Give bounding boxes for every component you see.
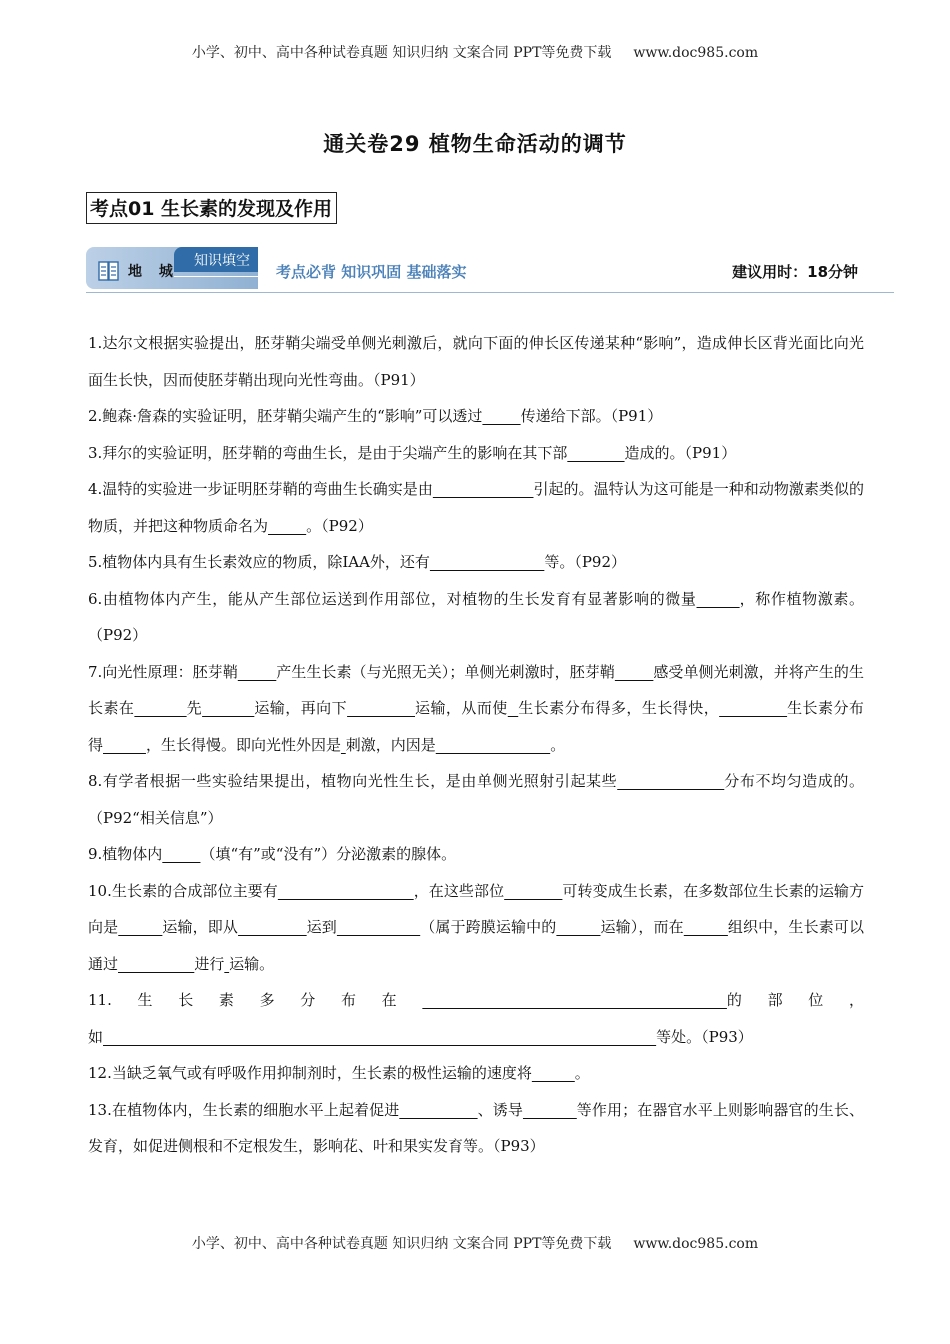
fill-in-blank[interactable]	[238, 663, 277, 681]
header-text: 小学、初中、高中各种试卷真题 知识归纳 文案合同 PPT等免费下载	[191, 45, 612, 61]
banner-tag-underline	[174, 276, 258, 277]
fill-in-blank[interactable]	[103, 1028, 656, 1046]
fill-in-blank[interactable]	[268, 517, 306, 535]
fill-in-blank[interactable]	[430, 553, 544, 571]
question-10: 10.生长素的合成部位主要有 ，在这些部位 可转变成生长素，在多数部位生长素的运输方向是 运输，即从 运到 （属于跨膜运输中的 运输），而在 组织中，生长素可以通过 进行 运输。	[88, 881, 864, 973]
suggested-time: 建议用时：18分钟	[732, 263, 858, 281]
question-3: 3.拜尔的实验证明，胚芽鞘的弯曲生长，是由于尖端产生的影响在其下部 造成的。（P91）	[88, 443, 737, 462]
page-header	[0, 42, 950, 62]
fill-in-blank[interactable]	[508, 699, 518, 717]
knowledge-banner	[86, 247, 896, 295]
fill-in-blank[interactable]	[482, 407, 520, 425]
footer-text: 小学、初中、高中各种试卷真题 知识归纳 文案合同 PPT等免费下载	[191, 1236, 612, 1252]
book-icon	[98, 260, 120, 282]
question-7: 7.向光性原理：胚芽鞘 产生生长素（与光照无关）；单侧光刺激时，胚芽鞘 感受单侧光刺激，并将产生的生长素在 先 运输，再向下 运输，从而使 生长素分布得多，生长得快， 生长素分布得 ，生长得慢。即向光性外因是 刺激，内因是 。	[88, 662, 864, 754]
fill-in-blank[interactable]	[202, 699, 254, 717]
fill-in-blank[interactable]	[347, 699, 415, 717]
fill-in-blank[interactable]	[162, 845, 200, 863]
question-12: 12.当缺乏氧气或有呼吸作用抑制剂时，生长素的极性运输的速度将 。	[88, 1064, 590, 1082]
question-13: 13.在植物体内，生长素的细胞水平上起着促进 、诱导 等作用；在器官水平上则影响器官的生长、发育，如促进侧根和不定根发生，影响花、叶和果实发育等。（P93）	[88, 1100, 864, 1155]
banner-divider	[86, 292, 894, 293]
banner-tag	[86, 247, 258, 289]
fill-in-blank[interactable]	[224, 955, 229, 973]
banner-tag-label: 知识填空	[194, 253, 250, 269]
question-6: 6.由植物体内产生，能从产生部位运送到作用部位，对植物的生长发育有显著影响的微量 ，称作植物激素。（P92）	[88, 589, 864, 644]
question-9: 9.植物体内 （填“有”或“没有”）分泌激素的腺体。	[88, 845, 457, 863]
fill-in-blank[interactable]	[615, 663, 654, 681]
fill-in-blank[interactable]	[523, 1101, 577, 1119]
question-4: 4.温特的实验进一步证明胚芽鞘的弯曲生长确实是由 引起的。温特认为这可能是一种和动物激素类似的物质，并把这种物质命名为 。（P92）	[88, 480, 864, 535]
question-list	[88, 325, 864, 1165]
fill-in-blank[interactable]	[238, 918, 307, 936]
fill-in-blank[interactable]	[684, 918, 728, 936]
fill-in-blank[interactable]	[532, 1064, 575, 1082]
fill-in-blank[interactable]	[118, 918, 162, 936]
fill-in-blank[interactable]	[556, 918, 600, 936]
fill-in-blank[interactable]	[617, 772, 724, 790]
fill-in-blank[interactable]	[567, 444, 624, 462]
fill-in-blank[interactable]	[103, 736, 146, 754]
banner-slogan: 考点必背 知识巩固 基础落实	[276, 263, 467, 281]
fill-in-blank[interactable]	[337, 918, 420, 936]
question-1: 1.达尔文根据实验提出，胚芽鞘尖端受单侧光刺激后，就向下面的伸长区传递某种“影响”，造成伸长区背光面比向光面生长快，因而使胚芽鞘出现向光性弯曲。（P91）	[88, 334, 864, 389]
fill-in-blank[interactable]	[504, 882, 562, 900]
header-url[interactable]: www.doc985.com	[633, 45, 759, 61]
banner-tag-sub: 地 城	[128, 264, 179, 280]
fill-in-blank[interactable]	[433, 480, 534, 498]
fill-in-blank[interactable]	[422, 991, 727, 1009]
question-5: 5.植物体内具有生长素效应的物质，除IAA外，还有 等。（P92）	[88, 553, 627, 571]
fill-in-blank[interactable]	[697, 590, 740, 608]
question-11: 11.生长素多分布在 的部位，如 等处。（P93）	[88, 991, 864, 1046]
fill-in-blank[interactable]	[118, 955, 194, 973]
fill-in-blank[interactable]	[341, 736, 346, 754]
question-8: 8.有学者根据一些实验结果提出，植物向光性生长，是由单侧光照射引起某些 分布不均匀造成的。（P92“相关信息”）	[88, 772, 864, 827]
footer-url[interactable]: www.doc985.com	[633, 1236, 759, 1252]
page-footer	[0, 1233, 950, 1253]
fill-in-blank[interactable]	[436, 736, 550, 754]
fill-in-blank[interactable]	[134, 699, 186, 717]
section-heading: 考点01 生长素的发现及作用	[86, 192, 337, 224]
fill-in-blank[interactable]	[719, 699, 787, 717]
question-2: 2.鲍森·詹森的实验证明，胚芽鞘尖端产生的“影响”可以透过 传递给下部。（P91）	[88, 407, 663, 425]
page-title: 通关卷29 植物生命活动的调节	[323, 132, 627, 156]
fill-in-blank[interactable]	[399, 1101, 477, 1119]
fill-in-blank[interactable]	[278, 882, 414, 900]
